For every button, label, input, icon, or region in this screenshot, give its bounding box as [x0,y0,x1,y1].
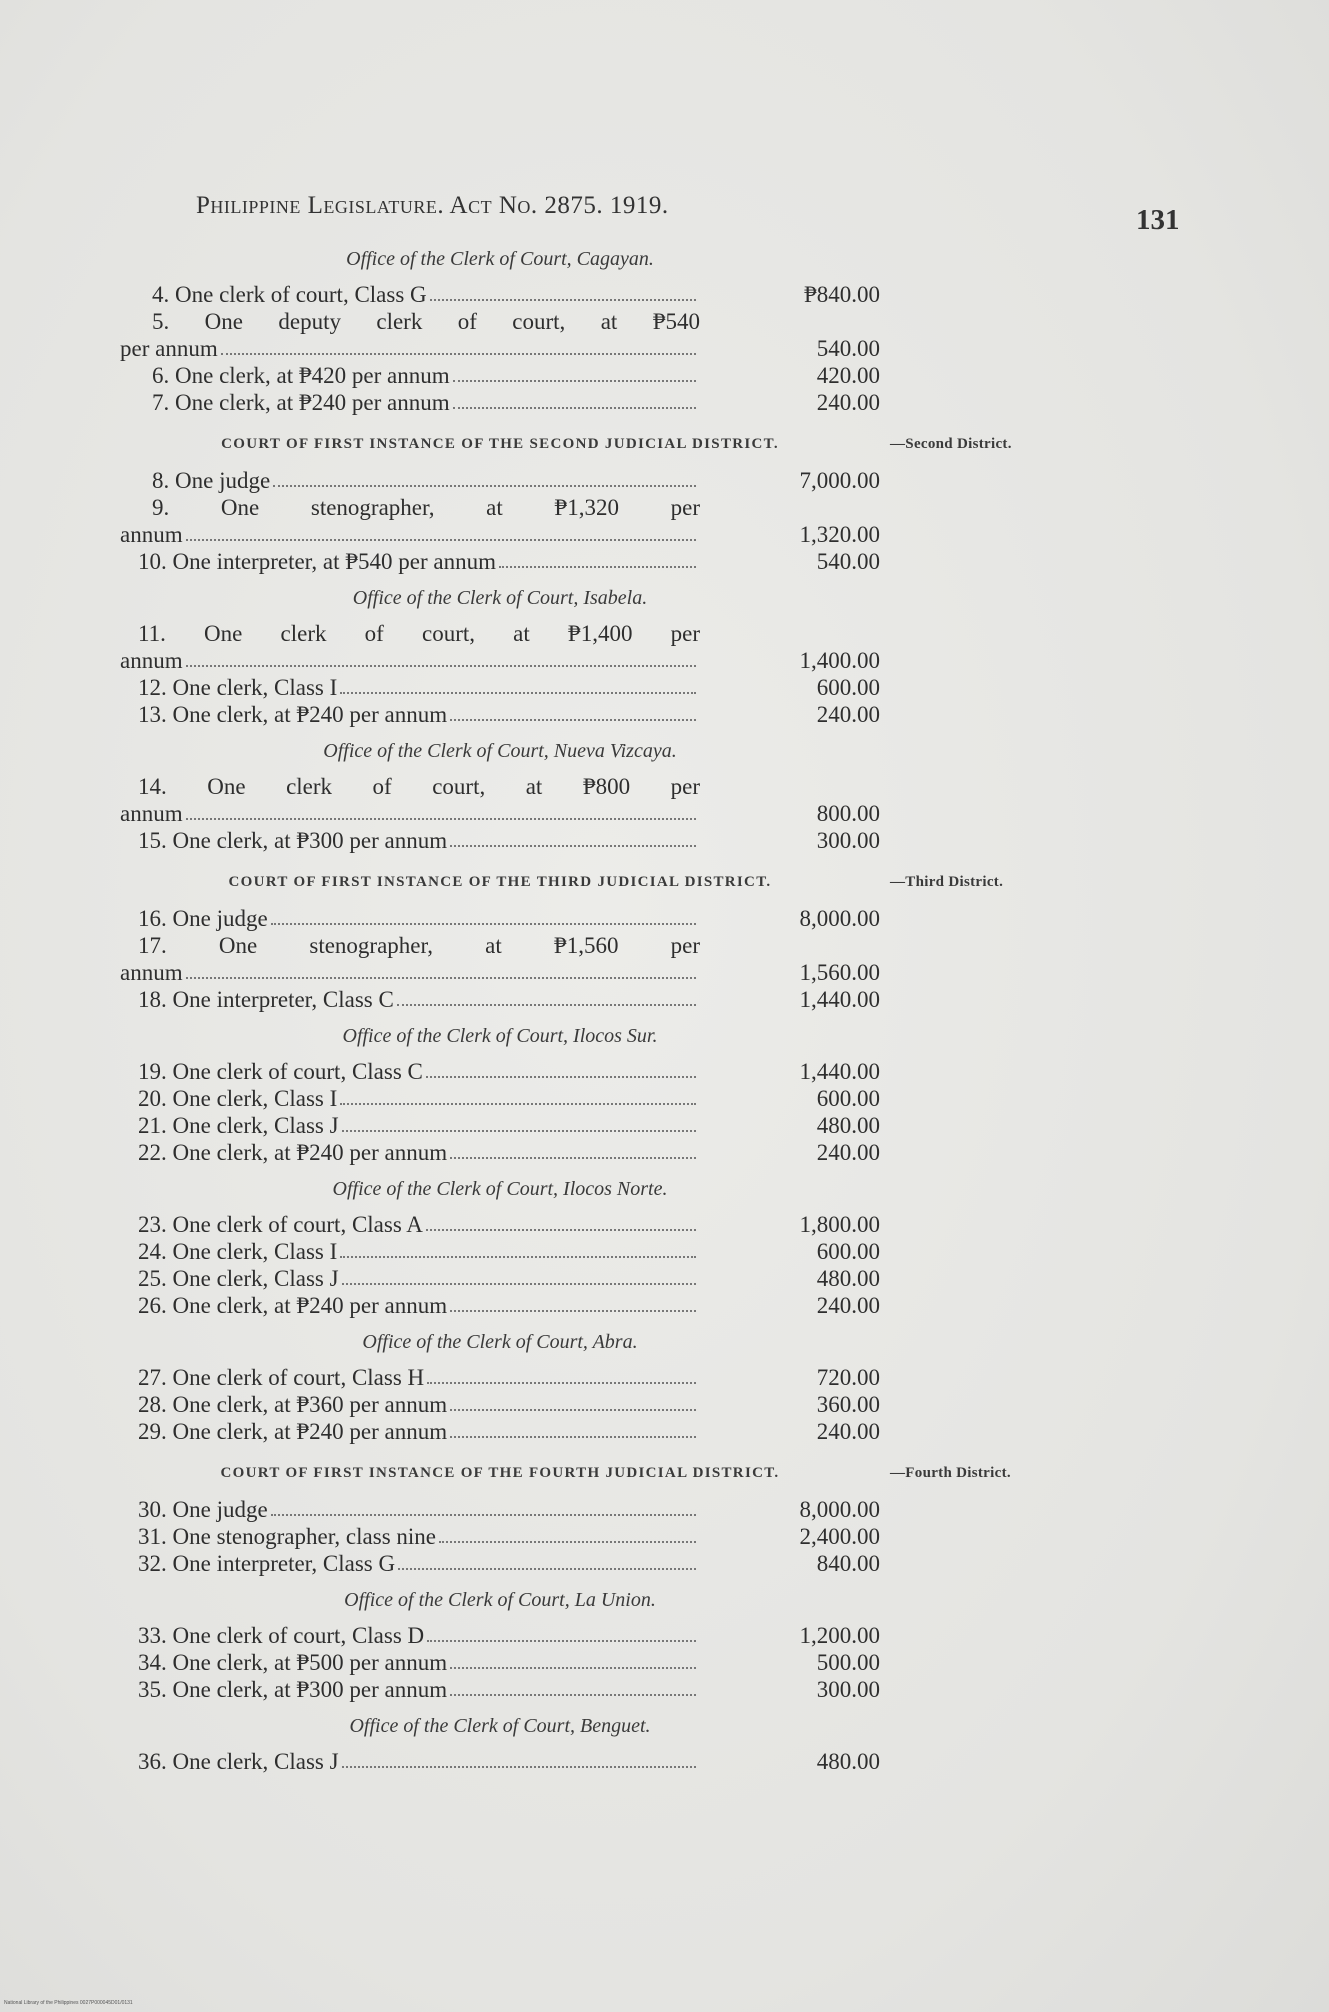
amount: 600.00 [816,675,880,700]
section-title: Office of the Clerk of Court, Abra. [362,1331,638,1353]
amount: ₱840.00 [803,282,880,307]
section-title: Office of the Clerk of Court, Nueva Vizcaya. [323,740,677,762]
section-title: Office of the Clerk of Court, Ilocos Sur. [342,1025,658,1047]
list-item: 10. One interpreter, at ₱540 per annum 540.00 [138,549,880,574]
amount: 1,320.00 [799,522,880,547]
section-title: Office of the Clerk of Court, Benguet. [349,1715,651,1737]
list-item: 13. One clerk, at ₱240 per annum 240.00 [138,702,880,727]
list-item: 8. One judge 7,000.00 [152,468,880,493]
section-title: Office of the Clerk of Court, Ilocos Norte. [332,1178,668,1200]
margin-note: —Fourth District. [890,1465,1011,1481]
amount: 1,560.00 [799,960,880,985]
amount: 1,400.00 [799,648,880,673]
list-item: 15. One clerk, at ₱300 per annum 300.00 [138,828,880,853]
list-item: 29. One clerk, at ₱240 per annum 240.00 [138,1419,880,1444]
district-heading: COURT OF FIRST INSTANCE OF THE SECOND JUDICIAL DISTRICT. —Second District. [221,436,1012,452]
amount: 240.00 [816,702,880,727]
district-heading: COURT OF FIRST INSTANCE OF THE FOURTH JUDICIAL DISTRICT. —Fourth District. [220,1465,1011,1481]
list-item: 17. One stenographer, at ₱1,560 per [138,933,700,958]
amount: 420.00 [816,363,880,388]
margin-note: —Second District. [890,436,1012,452]
amount: 1,800.00 [799,1212,880,1237]
amount: 480.00 [816,1266,880,1291]
section-title: Office of the Clerk of Court, Cagayan. [346,248,654,270]
list-item: 23. One clerk of court, Class A 1,800.00 [138,1212,880,1237]
amount: 240.00 [816,1293,880,1318]
district-heading: COURT OF FIRST INSTANCE OF THE THIRD JUDICIAL DISTRICT. —Third District. [228,874,1004,890]
amount: 360.00 [816,1392,880,1417]
list-item: 18. One interpreter, Class C 1,440.00 [138,987,880,1012]
list-item: 22. One clerk, at ₱240 per annum 240.00 [138,1140,880,1165]
page-number: 131 [1136,204,1180,236]
amount: 240.00 [816,1419,880,1444]
list-item: 26. One clerk, at ₱240 per annum 240.00 [138,1293,880,1318]
list-item: 21. One clerk, Class J 480.00 [138,1113,880,1138]
list-item: annum 1,400.00 [120,648,880,673]
section-title: Office of the Clerk of Court, Isabela. [352,587,648,609]
appropriation-list [120,236,1160,1775]
list-item: 28. One clerk, at ₱360 per annum 360.00 [138,1392,880,1417]
list-item: 31. One stenographer, class nine 2,400.00 [138,1524,880,1549]
amount: 1,440.00 [799,987,880,1012]
amount: 500.00 [816,1650,880,1675]
list-item: per annum 540.00 [120,336,880,361]
list-item: 11. One clerk of court, at ₱1,400 per [138,621,700,646]
section-title: Office of the Clerk of Court, La Union. [344,1589,656,1611]
list-item: 5. One deputy clerk of court, at ₱540 [152,309,700,334]
amount: 8,000.00 [799,906,880,931]
amount: 7,000.00 [799,468,880,493]
list-item: 20. One clerk, Class I 600.00 [138,1086,880,1111]
amount: 840.00 [816,1551,880,1576]
amount: 800.00 [816,801,880,826]
list-item: 9. One stenographer, at ₱1,320 per [152,495,700,520]
amount: 300.00 [816,828,880,853]
list-item: 36. One clerk, Class J 480.00 [138,1749,880,1774]
amount: 2,400.00 [799,1524,880,1549]
list-item: 24. One clerk, Class I 600.00 [138,1239,880,1264]
list-item: annum 1,320.00 [120,522,880,547]
list-item: 19. One clerk of court, Class C 1,440.00 [138,1059,880,1084]
list-item: 30. One judge 8,000.00 [138,1497,880,1522]
list-item: 35. One clerk, at ₱300 per annum 300.00 [138,1677,880,1702]
amount: 600.00 [816,1239,880,1264]
list-item: annum 1,560.00 [120,960,880,985]
amount: 540.00 [816,336,880,361]
list-item: 12. One clerk, Class I 600.00 [138,675,880,700]
amount: 240.00 [816,1140,880,1165]
list-item: 4. One clerk of court, Class G ₱840.00 [152,282,880,307]
list-item: annum 800.00 [120,801,880,826]
amount: 240.00 [816,390,880,415]
amount: 8,000.00 [799,1497,880,1522]
running-head: Philippine Legislature. Act No. 2875. 1919. [196,192,669,219]
list-item: 34. One clerk, at ₱500 per annum 500.00 [138,1650,880,1675]
list-item: 16. One judge 8,000.00 [138,906,880,931]
amount: 480.00 [816,1749,880,1774]
list-item: 32. One interpreter, Class G 840.00 [138,1551,880,1576]
amount: 720.00 [816,1365,880,1390]
amount: 600.00 [816,1086,880,1111]
scan-footer: National Library of the Philippines 0027P000045D01/0131 [4,2000,133,2006]
amount: 1,440.00 [799,1059,880,1084]
amount: 300.00 [816,1677,880,1702]
list-item: 7. One clerk, at ₱240 per annum 240.00 [152,390,880,415]
amount: 1,200.00 [799,1623,880,1648]
amount: 480.00 [816,1113,880,1138]
list-item: 14. One clerk of court, at ₱800 per [138,774,700,799]
list-item: 6. One clerk, at ₱420 per annum 420.00 [152,363,880,388]
amount: 540.00 [816,549,880,574]
list-item: 25. One clerk, Class J 480.00 [138,1266,880,1291]
list-item: 33. One clerk of court, Class D 1,200.00 [138,1623,880,1648]
list-item: 27. One clerk of court, Class H 720.00 [138,1365,880,1390]
margin-note: —Third District. [890,874,1004,890]
